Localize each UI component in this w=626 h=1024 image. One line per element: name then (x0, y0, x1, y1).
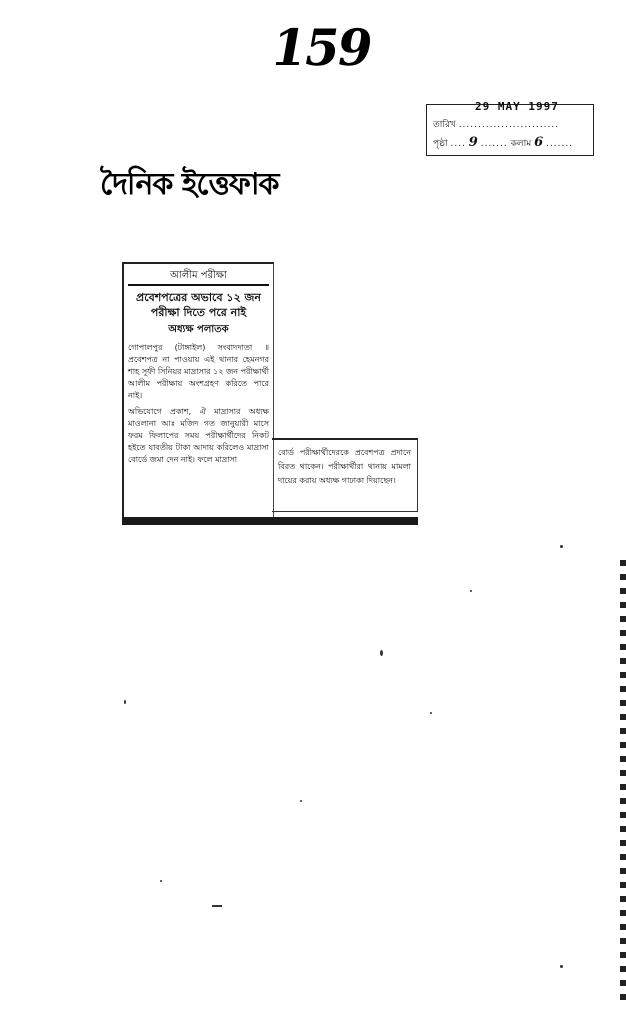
stamp-dots: .......................... (458, 120, 560, 130)
stamp-page-row: পৃষ্ঠা .... 9 ....... কলাম 6 ....... (433, 135, 574, 150)
page-number: 159 (266, 18, 376, 77)
stamp-column-label: কলাম (510, 139, 532, 149)
clipping-cut-edge (122, 517, 418, 525)
date-stamp (426, 100, 594, 156)
clipping-main-column (122, 262, 274, 517)
article-paragraph-3: বোর্ড পরীক্ষার্থীদেরকে প্রবেশপত্র প্রদানে বিরত থাকেন। পরীক্ষার্থীরা থানায় মামলা দায়ের করায় অধ্যক্ষ গাঢাকা দিয়াছেন। (278, 448, 411, 485)
stamp-page-label: পৃষ্ঠা (433, 139, 448, 149)
stamp-date-label: তারিখ (433, 120, 456, 130)
article-paragraph-1: গোপালপুর (টাঙ্গাইল) সংবাদদাতা ॥ প্রবেশপত্র না পাওয়ায় এই থানার হেমনগর শাহ সূফী সিনিয়র মাদ্রাসার ১২ জন পরীক্ষার্থী আলীম পরীক্ষায় অংশগ্রহণ করিতে পারে নাই। (128, 343, 269, 400)
clipping-side-column (272, 438, 418, 512)
newspaper-masthead: দৈনিক ইত্তেফাক (100, 167, 279, 202)
article-paragraph-2: অভিযোগে প্রকাশ, ঐ মাদ্রাসার অধ্যক্ষ মাওলানা আঃ মজিদ গত জানুয়ারী মাসে ফরম ফিলাপের সময় পরীক্ষার্থীদের নিকট হইতে যাবতীয় টাকা আদায় করিলেও মাদ্রাসা বোর্ডে জমা দেন নাই। ফলে মাদ্রাসা (128, 407, 269, 464)
article-kicker: আলীম পরীক্ষা (128, 270, 269, 286)
stamp-page-value: 9 (468, 135, 478, 150)
stamp-column-value: 6 (534, 135, 544, 150)
article-headline: প্রবেশপত্রের অভাবে ১২ জন পরীক্ষা দিতে পরে নাই (136, 291, 261, 319)
scan-border-edge (620, 560, 626, 1000)
news-clipping (122, 262, 422, 527)
article-subhead: অধ্যক্ষ পলাতক (168, 324, 229, 335)
stamp-date: 29 MAY 1997 (475, 100, 559, 113)
stamp-date-row (433, 117, 559, 132)
